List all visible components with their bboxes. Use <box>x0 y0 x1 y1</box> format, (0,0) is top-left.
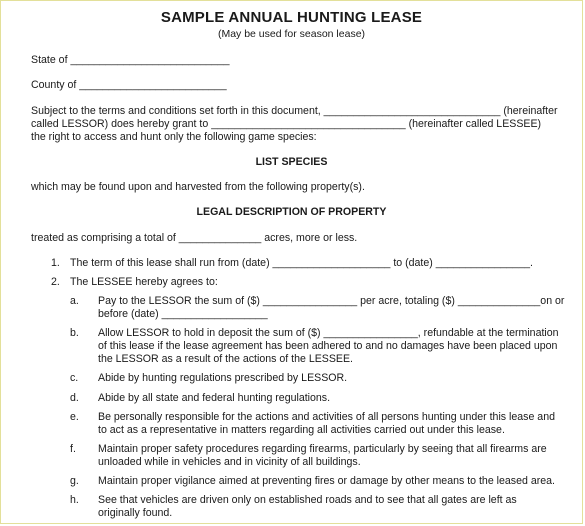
document-subtitle: (May be used for season lease) <box>217 28 366 40</box>
county-line: County of _________________________ <box>31 79 227 91</box>
subitem-a-line-2: before (date) __________________ <box>98 308 268 320</box>
subitem-b-line-1: Allow LESSOR to hold in deposit the sum of ($) ________________, refundable at the termination <box>98 327 559 339</box>
lease-term-line: The term of this lease shall run from (date) ____________________ to (date) ________________. <box>70 257 533 269</box>
subitem-e-line-2: to act as a representative in matters regarding all activities carried out under this lease. <box>98 424 505 436</box>
state-line: State of ___________________________ <box>31 54 230 66</box>
subitem-d-line-1: Abide by all state and federal hunting regulations. <box>98 392 331 404</box>
subitem-g-line-1: Maintain proper vigilance aimed at preventing fires or damage by other means to the leased area. <box>98 475 555 487</box>
subitem-letter: g. <box>70 475 79 487</box>
intro-line-3: the right to access and hunt only the following game species: <box>31 131 317 143</box>
subitem-letter: b. <box>70 327 79 339</box>
subitem-letter: a. <box>70 295 79 307</box>
subitem-a-line-1: Pay to the LESSOR the sum of ($) ________________ per acre, totaling ($) ______________on or <box>98 295 565 307</box>
property-found-line: which may be found upon and harvested from the following property(s). <box>31 181 365 193</box>
intro-line-1: Subject to the terms and conditions set forth in this document, ______________________________ (hereinafter <box>31 105 558 117</box>
subitem-letter: e. <box>70 411 79 423</box>
subitem-e-line-1: Be personally responsible for the actions and activities of all persons hunting under this lease and <box>98 411 555 423</box>
subitem-h-line-1: See that vehicles are driven only on established roads and to see that all gates are left as <box>98 494 517 506</box>
subitem-h-line-2: originally found. <box>98 507 173 519</box>
subitem-letter: d. <box>70 392 79 404</box>
intro-line-2: called LESSOR) does hereby grant to _________________________________ (hereinafter called LESSEE) <box>31 118 542 130</box>
subitem-b-line-2: of this lease if the lease agreement has been adhered to and no damages have been placed upon <box>98 340 558 352</box>
list-species-heading: LIST SPECIES <box>255 156 328 168</box>
subitem-f-line-2: unloaded while in vehicles and in vicinity of all buildings. <box>98 456 361 468</box>
document-title: SAMPLE ANNUAL HUNTING LEASE <box>160 9 423 26</box>
lessee-agrees-line: The LESSEE hereby agrees to: <box>70 276 218 288</box>
subitem-b-line-3: the LESSOR as a result of the actions of the LESSEE. <box>98 353 353 365</box>
subitem-f-line-1: Maintain proper safety procedures regarding firearms, particularly by seeing that all firearms are <box>98 443 547 455</box>
subitem-letter: h. <box>70 494 79 506</box>
acreage-line: treated as comprising a total of ______________ acres, more or less. <box>31 232 358 244</box>
item-number: 1. <box>51 257 60 269</box>
subitem-letter: f. <box>70 443 76 455</box>
item-number: 2. <box>51 276 60 288</box>
subitem-letter: c. <box>70 372 79 384</box>
subitem-c-line-1: Abide by hunting regulations prescribed by LESSOR. <box>98 372 348 384</box>
legal-description-heading: LEGAL DESCRIPTION OF PROPERTY <box>196 206 387 218</box>
